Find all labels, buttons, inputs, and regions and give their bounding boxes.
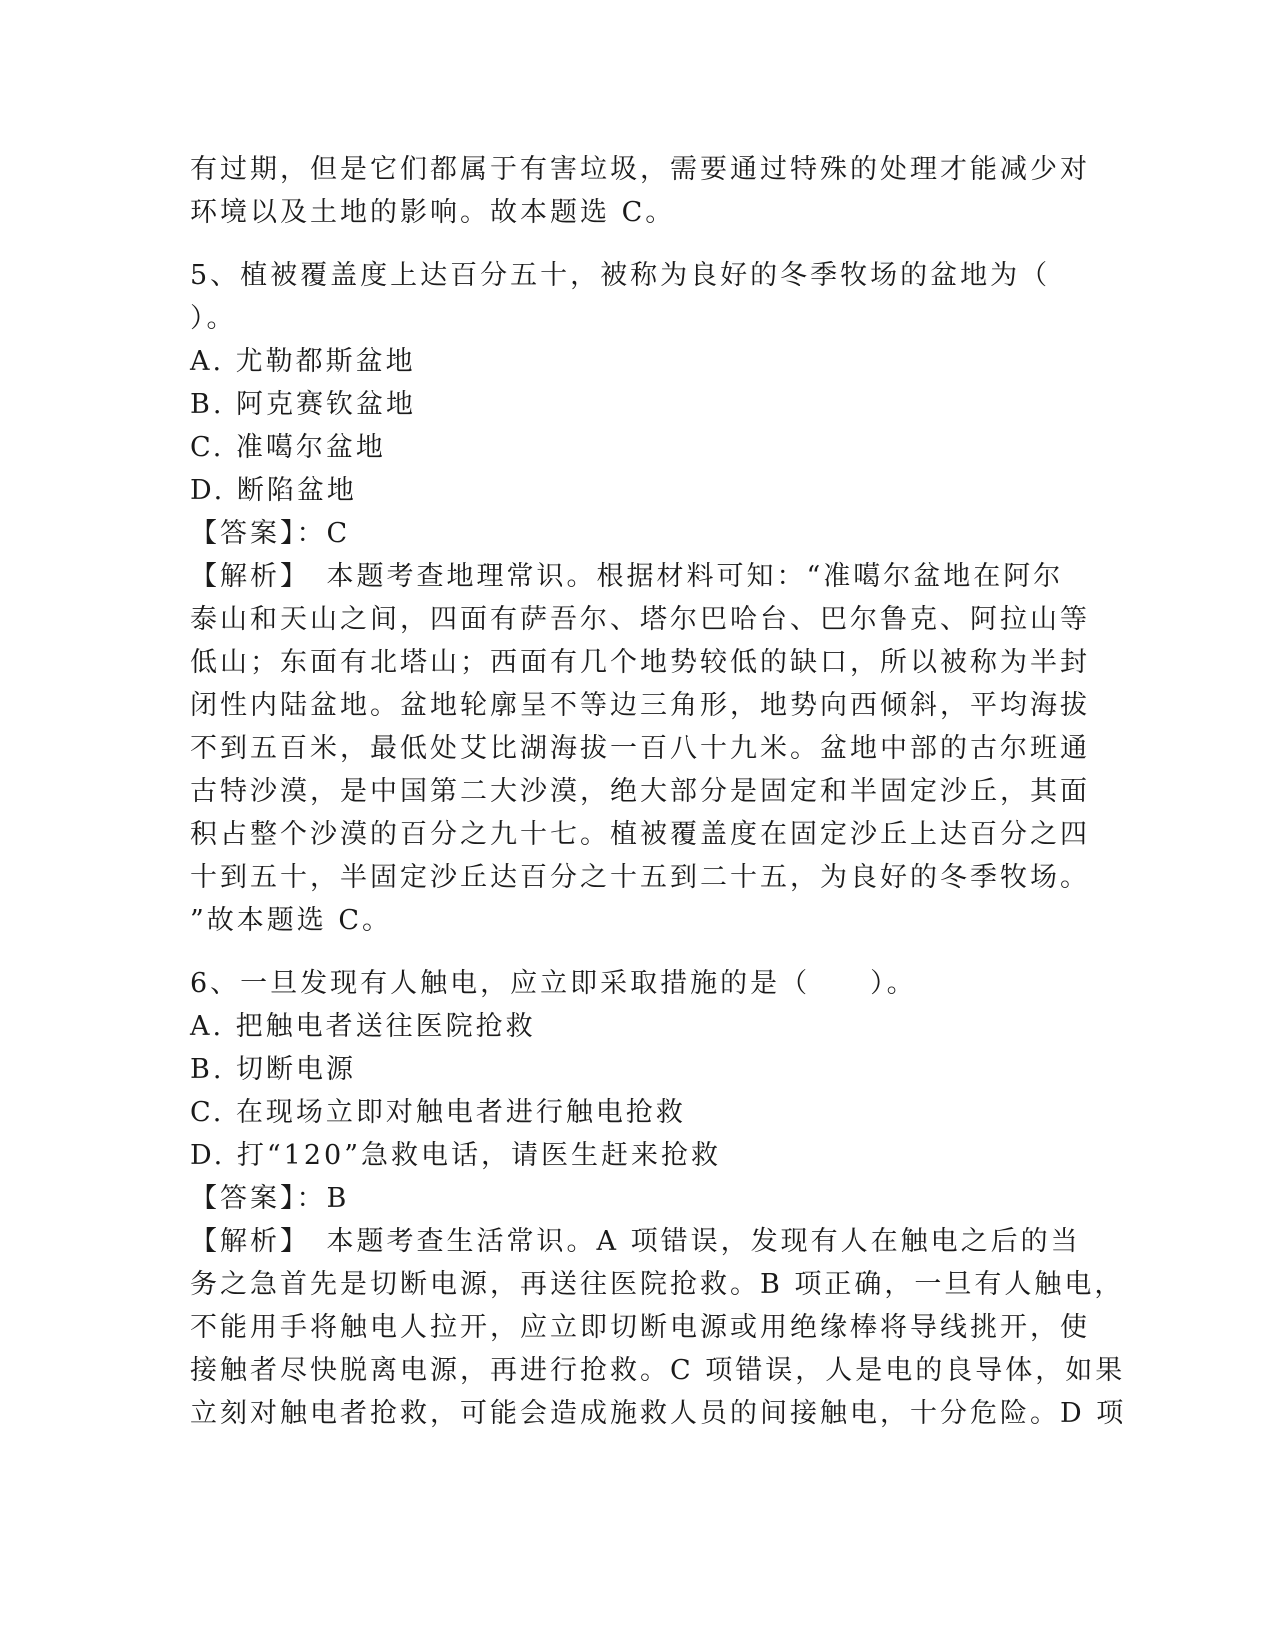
answer-line: 【答案】：C [190,518,351,549]
explanation-line: 低山；东面有北塔山；西面有几个地势较低的缺口，所以被称为半封 [190,647,1090,678]
explanation-line: 泰山和天山之间，四面有萨吾尔、塔尔巴哈台、巴尔鲁克、阿拉山等 [190,604,1090,635]
text-line: 有过期，但是它们都属于有害垃圾，需要通过特殊的处理才能减少对 [190,154,1090,185]
explanation-line: 务之急首先是切断电源，再送往医院抢救。B 项正确，一旦有人触电， [190,1269,1125,1300]
document-page [190,148,1127,1435]
explanation-line: 接触者尽快脱离电源，再进行抢救。C 项错误，人是电的良导体，如果 [190,1355,1126,1386]
explanation-line: 不能用手将触电人拉开，应立即切断电源或用绝缘棒将导线挑开，使 [190,1312,1090,1343]
question-6 [190,962,1127,1435]
option-c: C. 准噶尔盆地 [190,432,386,463]
question-stem: ）。 [190,303,237,334]
answer-line: 【答案】：B [190,1183,350,1214]
option-a: A. 尤勒都斯盆地 [190,346,416,377]
option-d: D. 打“120”急救电话，请医生赶来抢救 [190,1140,721,1171]
explanation-line: 【解析】 本题考查地理常识。根据材料可知：“准噶尔盆地在阿尔 [190,561,1064,592]
question-stem: 5、植被覆盖度上达百分五十，被称为良好的冬季牧场的盆地为（ [190,260,1051,291]
explanation-line: ”故本题选 C。 [190,905,393,936]
explanation-line: 积占整个沙漠的百分之九十七。植被覆盖度在固定沙丘上达百分之四 [190,819,1090,850]
option-b: B. 阿克赛钦盆地 [190,389,417,420]
explanation-line: 【解析】 本题考查生活常识。A 项错误，发现有人在触电之后的当 [190,1226,1081,1257]
text-line: 环境以及土地的影响。故本题选 C。 [190,197,676,228]
option-d: D. 断陷盆地 [190,475,357,506]
option-a: A. 把触电者送往医院抢救 [190,1011,536,1042]
explanation-line: 十到五十，半固定沙丘达百分之十五到二十五，为良好的冬季牧场。 [190,862,1090,893]
explanation-line: 不到五百米，最低处艾比湖海拔一百八十九米。盆地中部的古尔班通 [190,733,1090,764]
option-b: B. 切断电源 [190,1054,357,1085]
question-stem: 6、一旦发现有人触电，应立即采取措施的是（ ）。 [190,968,917,999]
explanation-line: 闭性内陆盆地。盆地轮廓呈不等边三角形，地势向西倾斜，平均海拔 [190,690,1090,721]
question-5 [190,254,1090,942]
previous-explanation [190,148,1090,234]
explanation-line: 立刻对触电者抢救，可能会造成施救人员的间接触电，十分危险。D 项 [190,1398,1127,1429]
option-c: C. 在现场立即对触电者进行触电抢救 [190,1097,686,1128]
explanation-line: 古特沙漠，是中国第二大沙漠，绝大部分是固定和半固定沙丘，其面 [190,776,1090,807]
